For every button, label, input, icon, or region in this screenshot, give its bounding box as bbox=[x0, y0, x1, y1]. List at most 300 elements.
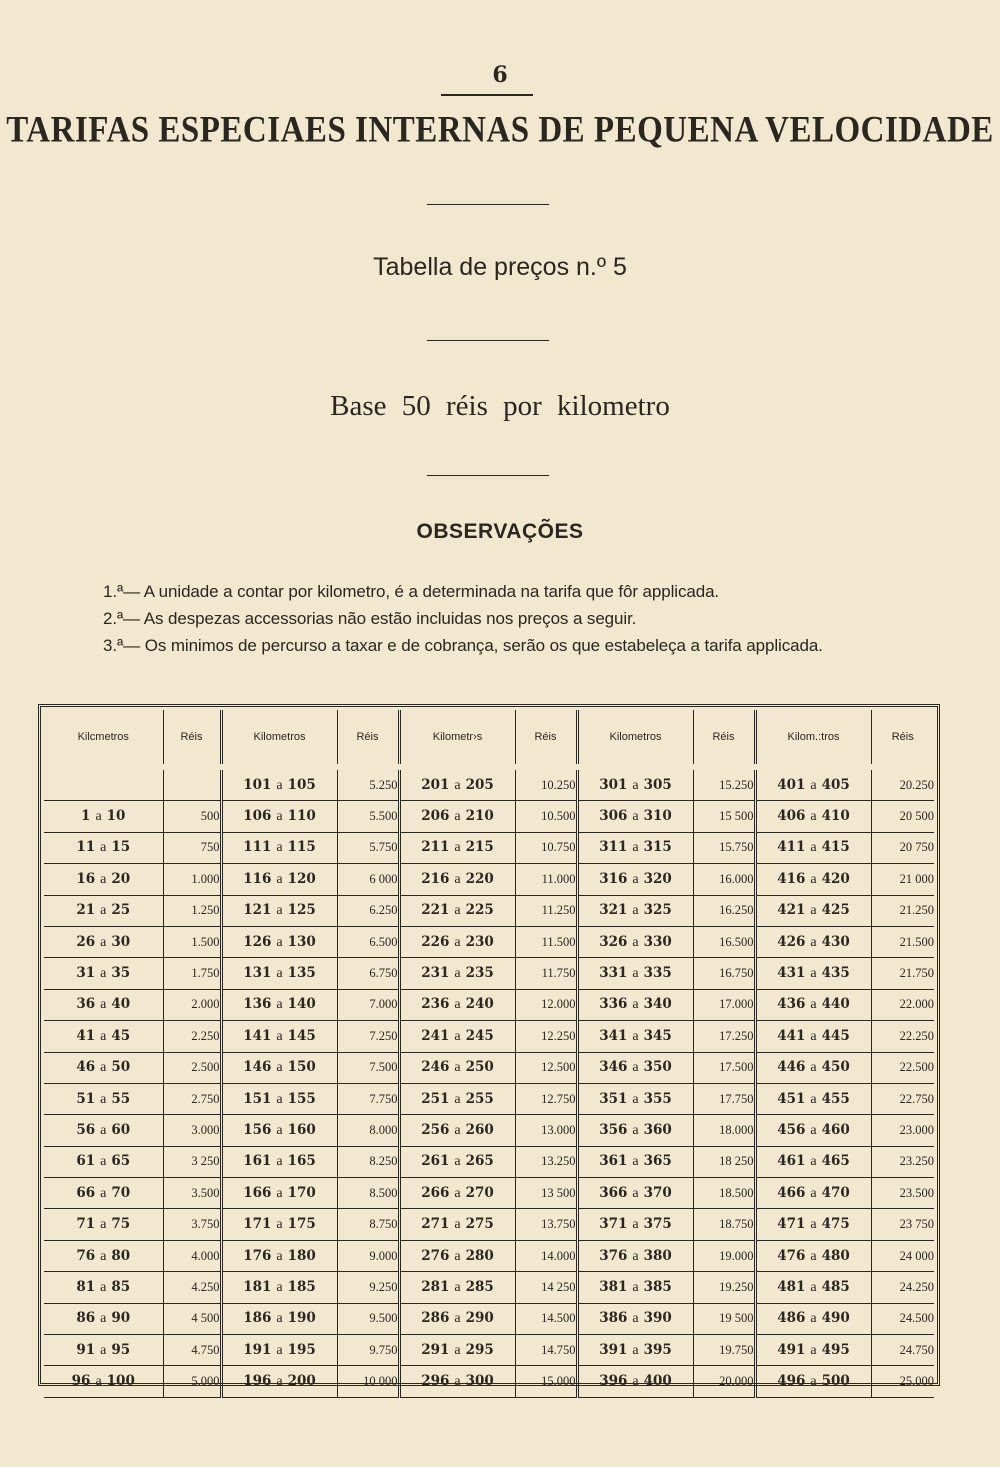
km-range-cell bbox=[399, 958, 515, 989]
km-to: 190 bbox=[287, 1310, 316, 1327]
km-to: 285 bbox=[465, 1278, 494, 1295]
reis-price-cell: 5.500 bbox=[337, 801, 399, 832]
km-range-cell bbox=[399, 801, 515, 832]
kilometros-header: Kilometr›s bbox=[399, 710, 515, 767]
reis-price-cell: 9.500 bbox=[337, 1303, 399, 1334]
km-from: 326 bbox=[599, 933, 628, 950]
km-to: 110 bbox=[287, 808, 316, 825]
km-range-cell bbox=[755, 1083, 871, 1114]
reis-price-cell: 9.000 bbox=[337, 1240, 399, 1271]
reis-price-cell: 22.500 bbox=[871, 1052, 934, 1083]
km-to: 10 bbox=[106, 808, 126, 825]
reis-price-cell: 20 500 bbox=[871, 801, 934, 832]
km-to: 165 bbox=[287, 1153, 316, 1170]
km-to: 250 bbox=[465, 1059, 494, 1076]
km-to: 355 bbox=[643, 1090, 672, 1107]
km-range-cell bbox=[577, 1083, 693, 1114]
km-to: 230 bbox=[465, 933, 494, 950]
km-range-cell bbox=[399, 1272, 515, 1303]
reis-price-cell: 1.750 bbox=[163, 958, 221, 989]
reis-price-cell: 7.250 bbox=[337, 1021, 399, 1052]
km-range-cell bbox=[755, 1240, 871, 1271]
km-range-cell bbox=[399, 1303, 515, 1334]
km-to: 380 bbox=[643, 1247, 672, 1264]
divider-rule-2 bbox=[427, 340, 549, 341]
km-range-cell bbox=[221, 1083, 337, 1114]
range-connector: a bbox=[810, 903, 817, 919]
reis-price-cell: 19.750 bbox=[693, 1335, 755, 1366]
range-connector: a bbox=[810, 1154, 817, 1170]
reis-price-cell: 9.750 bbox=[337, 1335, 399, 1366]
range-connector: a bbox=[100, 1060, 107, 1076]
km-to: 120 bbox=[287, 870, 316, 887]
km-range-cell bbox=[399, 864, 515, 895]
km-range-cell bbox=[221, 864, 337, 895]
km-from: 306 bbox=[599, 808, 628, 825]
table-row bbox=[44, 1178, 934, 1209]
reis-price-cell: 10 000 bbox=[337, 1366, 399, 1397]
km-range-cell bbox=[221, 1052, 337, 1083]
km-range-cell bbox=[221, 767, 337, 801]
km-to: 50 bbox=[111, 1059, 131, 1076]
km-from: 461 bbox=[777, 1153, 806, 1170]
table-row bbox=[44, 832, 934, 863]
km-to: 135 bbox=[287, 965, 316, 982]
km-range-cell bbox=[577, 767, 693, 801]
km-to: 475 bbox=[821, 1216, 850, 1233]
range-connector: a bbox=[632, 1028, 639, 1044]
km-from: 471 bbox=[777, 1216, 806, 1233]
range-connector: a bbox=[100, 1217, 107, 1233]
km-from: 396 bbox=[599, 1373, 628, 1390]
range-connector: a bbox=[810, 777, 817, 793]
km-range-cell bbox=[399, 1052, 515, 1083]
reis-header: Réis bbox=[515, 710, 577, 767]
reis-price-cell: 4.750 bbox=[163, 1335, 221, 1366]
km-to: 210 bbox=[465, 808, 494, 825]
range-connector: a bbox=[276, 1311, 283, 1327]
km-from: 1 bbox=[81, 808, 91, 825]
km-from: 296 bbox=[421, 1373, 450, 1390]
reis-price-cell: 12.500 bbox=[515, 1052, 577, 1083]
range-connector: a bbox=[810, 1311, 817, 1327]
km-from: 271 bbox=[421, 1216, 450, 1233]
range-connector: a bbox=[100, 1279, 107, 1295]
km-from: 391 bbox=[599, 1341, 628, 1358]
range-connector: a bbox=[276, 934, 283, 950]
km-range-cell bbox=[44, 1240, 163, 1271]
km-to: 290 bbox=[465, 1310, 494, 1327]
table-row bbox=[44, 1146, 934, 1177]
reis-price-cell: 3.750 bbox=[163, 1209, 221, 1240]
km-to: 60 bbox=[111, 1121, 131, 1138]
range-connector: a bbox=[454, 1217, 461, 1233]
km-range-cell bbox=[44, 989, 163, 1020]
km-from: 71 bbox=[76, 1216, 96, 1233]
km-range-cell bbox=[755, 926, 871, 957]
km-range-cell bbox=[221, 1021, 337, 1052]
km-from: 241 bbox=[421, 1027, 450, 1044]
range-connector: a bbox=[632, 934, 639, 950]
km-to: 235 bbox=[465, 965, 494, 982]
reis-price-cell: 21 000 bbox=[871, 864, 934, 895]
km-to: 150 bbox=[287, 1059, 316, 1076]
km-range-cell bbox=[44, 895, 163, 926]
km-from: 186 bbox=[243, 1310, 272, 1327]
km-from: 156 bbox=[243, 1121, 272, 1138]
range-connector: a bbox=[810, 809, 817, 825]
reis-price-cell: 4.250 bbox=[163, 1272, 221, 1303]
km-to: 465 bbox=[821, 1153, 850, 1170]
km-range-cell bbox=[577, 1303, 693, 1334]
km-range-cell bbox=[755, 1303, 871, 1334]
range-connector: a bbox=[276, 840, 283, 856]
km-to: 430 bbox=[821, 933, 850, 950]
km-to: 325 bbox=[643, 902, 672, 919]
range-connector: a bbox=[454, 903, 461, 919]
range-connector: a bbox=[454, 1311, 461, 1327]
km-range-cell bbox=[44, 1335, 163, 1366]
km-from: 36 bbox=[76, 996, 96, 1013]
km-range-cell bbox=[577, 1366, 693, 1397]
km-from: 21 bbox=[76, 902, 96, 919]
km-range-cell bbox=[44, 1083, 163, 1114]
km-range-cell bbox=[221, 1303, 337, 1334]
km-to: 280 bbox=[465, 1247, 494, 1264]
reis-price-cell: 18.750 bbox=[693, 1209, 755, 1240]
km-to: 420 bbox=[821, 870, 850, 887]
km-from: 246 bbox=[421, 1059, 450, 1076]
km-to: 460 bbox=[821, 1121, 850, 1138]
km-from: 281 bbox=[421, 1278, 450, 1295]
km-to: 45 bbox=[111, 1027, 131, 1044]
km-range-cell bbox=[755, 801, 871, 832]
range-connector: a bbox=[632, 1122, 639, 1138]
reis-price-cell: 4 500 bbox=[163, 1303, 221, 1334]
km-to: 180 bbox=[287, 1247, 316, 1264]
km-to: 25 bbox=[111, 902, 131, 919]
km-range-cell bbox=[577, 958, 693, 989]
km-to: 310 bbox=[643, 808, 672, 825]
reis-price-cell: 9.250 bbox=[337, 1272, 399, 1303]
table-row bbox=[44, 1240, 934, 1271]
reis-price-cell: 22.750 bbox=[871, 1083, 934, 1114]
km-range-cell bbox=[399, 989, 515, 1020]
range-connector: a bbox=[100, 871, 107, 887]
reis-price-cell: 14.750 bbox=[515, 1335, 577, 1366]
reis-price-cell: 18 250 bbox=[693, 1146, 755, 1177]
range-connector: a bbox=[810, 871, 817, 887]
km-from: 151 bbox=[243, 1090, 272, 1107]
range-connector: a bbox=[100, 1342, 107, 1358]
table-row bbox=[44, 1021, 934, 1052]
km-range-cell bbox=[221, 1335, 337, 1366]
km-range-cell bbox=[221, 895, 337, 926]
km-from: 106 bbox=[243, 808, 272, 825]
reis-price-cell: 15.250 bbox=[693, 767, 755, 801]
reis-header: Réis bbox=[337, 710, 399, 767]
km-from: 356 bbox=[599, 1121, 628, 1138]
reis-price-cell: 1.250 bbox=[163, 895, 221, 926]
km-from: 191 bbox=[243, 1341, 272, 1358]
range-connector: a bbox=[632, 1279, 639, 1295]
range-connector: a bbox=[454, 777, 461, 793]
range-connector: a bbox=[810, 1091, 817, 1107]
km-from: 386 bbox=[599, 1310, 628, 1327]
reis-price-cell: 7.500 bbox=[337, 1052, 399, 1083]
km-to: 205 bbox=[465, 776, 494, 793]
km-to: 315 bbox=[643, 839, 672, 856]
km-from: 176 bbox=[243, 1247, 272, 1264]
reis-price-cell: 15 500 bbox=[693, 801, 755, 832]
km-to: 365 bbox=[643, 1153, 672, 1170]
km-to: 200 bbox=[287, 1373, 316, 1390]
km-range-cell bbox=[577, 1209, 693, 1240]
kilometros-header: Kilometros bbox=[577, 710, 693, 767]
reis-price-cell: 23.250 bbox=[871, 1146, 934, 1177]
observation-item bbox=[103, 578, 923, 605]
range-connector: a bbox=[810, 1342, 817, 1358]
range-connector: a bbox=[454, 840, 461, 856]
km-range-cell bbox=[755, 1021, 871, 1052]
km-from: 41 bbox=[76, 1027, 96, 1044]
km-range-cell bbox=[221, 1272, 337, 1303]
km-to: 375 bbox=[643, 1216, 672, 1233]
km-range-cell bbox=[399, 1146, 515, 1177]
observation-item bbox=[103, 605, 923, 632]
km-to: 35 bbox=[111, 965, 131, 982]
range-connector: a bbox=[454, 1374, 461, 1390]
range-connector: a bbox=[454, 1342, 461, 1358]
km-to: 305 bbox=[643, 776, 672, 793]
reis-price-cell: 20 750 bbox=[871, 832, 934, 863]
reis-price-cell: 10.500 bbox=[515, 801, 577, 832]
km-from: 481 bbox=[777, 1278, 806, 1295]
range-connector: a bbox=[95, 1374, 102, 1390]
reis-price-cell: 5.000 bbox=[163, 1366, 221, 1397]
km-from: 166 bbox=[243, 1184, 272, 1201]
reis-price-cell: 8.250 bbox=[337, 1146, 399, 1177]
km-from: 256 bbox=[421, 1121, 450, 1138]
km-to: 265 bbox=[465, 1153, 494, 1170]
km-range-cell bbox=[577, 1335, 693, 1366]
reis-price-cell: 24.500 bbox=[871, 1303, 934, 1334]
range-connector: a bbox=[810, 1122, 817, 1138]
table-body bbox=[44, 767, 934, 1397]
range-connector: a bbox=[100, 1122, 107, 1138]
km-from: 441 bbox=[777, 1027, 806, 1044]
range-connector: a bbox=[100, 840, 107, 856]
reis-price-cell: 13 500 bbox=[515, 1178, 577, 1209]
reis-price-cell: 24 000 bbox=[871, 1240, 934, 1271]
range-connector: a bbox=[632, 903, 639, 919]
km-to: 30 bbox=[111, 933, 131, 950]
reis-price-cell: 20.250 bbox=[871, 767, 934, 801]
km-from: 91 bbox=[76, 1341, 96, 1358]
km-from: 491 bbox=[777, 1341, 806, 1358]
reis-price-cell: 2.000 bbox=[163, 989, 221, 1020]
observation-item bbox=[103, 632, 923, 659]
km-range-cell bbox=[399, 767, 515, 801]
km-to: 75 bbox=[111, 1216, 131, 1233]
observation-number: 3.ª bbox=[103, 636, 124, 655]
km-range-cell bbox=[44, 1303, 163, 1334]
km-range-cell bbox=[399, 1115, 515, 1146]
range-connector: a bbox=[454, 1279, 461, 1295]
km-from: 11 bbox=[76, 839, 96, 856]
range-connector: a bbox=[632, 1374, 639, 1390]
km-range-cell bbox=[44, 767, 163, 801]
reis-price-cell: 23 750 bbox=[871, 1209, 934, 1240]
km-from: 476 bbox=[777, 1247, 806, 1264]
reis-price-cell: 3.000 bbox=[163, 1115, 221, 1146]
range-connector: a bbox=[276, 1122, 283, 1138]
km-range-cell bbox=[221, 801, 337, 832]
km-to: 185 bbox=[287, 1278, 316, 1295]
km-range-cell bbox=[399, 1209, 515, 1240]
reis-price-cell: 14.500 bbox=[515, 1303, 577, 1334]
range-connector: a bbox=[276, 1154, 283, 1170]
km-from: 421 bbox=[777, 902, 806, 919]
km-from: 451 bbox=[777, 1090, 806, 1107]
reis-header: Réis bbox=[163, 710, 221, 767]
reis-price-cell: 6.250 bbox=[337, 895, 399, 926]
range-connector: a bbox=[100, 934, 107, 950]
km-from: 116 bbox=[243, 870, 272, 887]
reis-price-cell: 22.000 bbox=[871, 989, 934, 1020]
km-from: 361 bbox=[599, 1153, 628, 1170]
km-range-cell bbox=[221, 1178, 337, 1209]
reis-price-cell: 19 500 bbox=[693, 1303, 755, 1334]
range-connector: a bbox=[632, 1060, 639, 1076]
table-row bbox=[44, 989, 934, 1020]
reis-price-cell: 12.750 bbox=[515, 1083, 577, 1114]
range-connector: a bbox=[95, 809, 102, 825]
page-number: 6 bbox=[492, 62, 508, 88]
reis-header: Réis bbox=[871, 710, 934, 767]
reis-price-cell: 16.500 bbox=[693, 926, 755, 957]
reis-price-cell: 3.500 bbox=[163, 1178, 221, 1209]
reis-price-cell: 6.500 bbox=[337, 926, 399, 957]
km-to: 385 bbox=[643, 1278, 672, 1295]
km-to: 490 bbox=[821, 1310, 850, 1327]
km-from: 51 bbox=[76, 1090, 96, 1107]
km-range-cell bbox=[221, 958, 337, 989]
km-to: 435 bbox=[821, 965, 850, 982]
reis-price-cell: 3 250 bbox=[163, 1146, 221, 1177]
reis-price-cell: 500 bbox=[163, 801, 221, 832]
range-connector: a bbox=[276, 809, 283, 825]
range-connector: a bbox=[632, 777, 639, 793]
km-from: 236 bbox=[421, 996, 450, 1013]
km-from: 161 bbox=[243, 1153, 272, 1170]
km-to: 175 bbox=[287, 1216, 316, 1233]
page-title: TARIFAS ESPECIAES INTERNAS DE PEQUENA VELOCIDADE bbox=[6, 110, 994, 151]
km-range-cell bbox=[577, 895, 693, 926]
range-connector: a bbox=[810, 1060, 817, 1076]
range-connector: a bbox=[276, 777, 283, 793]
reis-price-cell: 6 000 bbox=[337, 864, 399, 895]
km-to: 395 bbox=[643, 1341, 672, 1358]
km-to: 415 bbox=[821, 839, 850, 856]
range-connector: a bbox=[810, 1279, 817, 1295]
table-header-row bbox=[44, 710, 934, 767]
km-to: 260 bbox=[465, 1121, 494, 1138]
reis-price-cell bbox=[163, 767, 221, 801]
km-range-cell bbox=[44, 1052, 163, 1083]
reis-price-cell: 25.000 bbox=[871, 1366, 934, 1397]
km-from: 406 bbox=[777, 808, 806, 825]
reis-price-cell: 7.750 bbox=[337, 1083, 399, 1114]
reis-price-cell: 19.000 bbox=[693, 1240, 755, 1271]
km-from: 381 bbox=[599, 1278, 628, 1295]
km-from: 431 bbox=[777, 965, 806, 982]
table-subtitle: Tabella de preços n.º 5 bbox=[373, 253, 627, 281]
reis-price-cell: 8.750 bbox=[337, 1209, 399, 1240]
km-to: 255 bbox=[465, 1090, 494, 1107]
observation-text: — A unidade a contar por kilometro, é a determinada na tarifa que fôr applicada. bbox=[123, 582, 720, 601]
km-range-cell bbox=[399, 1335, 515, 1366]
km-to: 115 bbox=[287, 839, 316, 856]
range-connector: a bbox=[100, 997, 107, 1013]
km-range-cell bbox=[399, 1021, 515, 1052]
km-to: 390 bbox=[643, 1310, 672, 1327]
range-connector: a bbox=[454, 1154, 461, 1170]
km-to: 70 bbox=[111, 1184, 131, 1201]
reis-price-cell: 750 bbox=[163, 832, 221, 863]
reis-price-cell: 11.000 bbox=[515, 864, 577, 895]
km-range-cell bbox=[755, 1272, 871, 1303]
km-to: 445 bbox=[821, 1027, 850, 1044]
range-connector: a bbox=[100, 1091, 107, 1107]
range-connector: a bbox=[276, 1091, 283, 1107]
table-row bbox=[44, 1083, 934, 1114]
km-range-cell bbox=[755, 895, 871, 926]
reis-price-cell: 11.250 bbox=[515, 895, 577, 926]
km-range-cell bbox=[577, 1115, 693, 1146]
range-connector: a bbox=[100, 1028, 107, 1044]
reis-price-cell: 21.750 bbox=[871, 958, 934, 989]
range-connector: a bbox=[632, 1091, 639, 1107]
range-connector: a bbox=[632, 1342, 639, 1358]
range-connector: a bbox=[276, 1342, 283, 1358]
range-connector: a bbox=[276, 1185, 283, 1201]
km-range-cell bbox=[755, 1146, 871, 1177]
km-range-cell bbox=[44, 832, 163, 863]
km-from: 311 bbox=[599, 839, 628, 856]
reis-price-cell: 2.750 bbox=[163, 1083, 221, 1114]
reis-price-cell: 1.500 bbox=[163, 926, 221, 957]
range-connector: a bbox=[276, 1248, 283, 1264]
observations-heading: OBSERVAÇÕES bbox=[416, 520, 584, 543]
km-to: 350 bbox=[643, 1059, 672, 1076]
reis-price-cell: 17.250 bbox=[693, 1021, 755, 1052]
km-to: 370 bbox=[643, 1184, 672, 1201]
range-connector: a bbox=[276, 997, 283, 1013]
km-from: 171 bbox=[243, 1216, 272, 1233]
table-row bbox=[44, 1115, 934, 1146]
km-to: 425 bbox=[821, 902, 850, 919]
divider-rule-1 bbox=[427, 204, 549, 205]
km-to: 145 bbox=[287, 1027, 316, 1044]
km-range-cell bbox=[755, 1115, 871, 1146]
table-row bbox=[44, 864, 934, 895]
km-range-cell bbox=[44, 1115, 163, 1146]
km-from: 276 bbox=[421, 1247, 450, 1264]
km-range-cell bbox=[755, 1178, 871, 1209]
range-connector: a bbox=[632, 966, 639, 982]
km-from: 251 bbox=[421, 1090, 450, 1107]
